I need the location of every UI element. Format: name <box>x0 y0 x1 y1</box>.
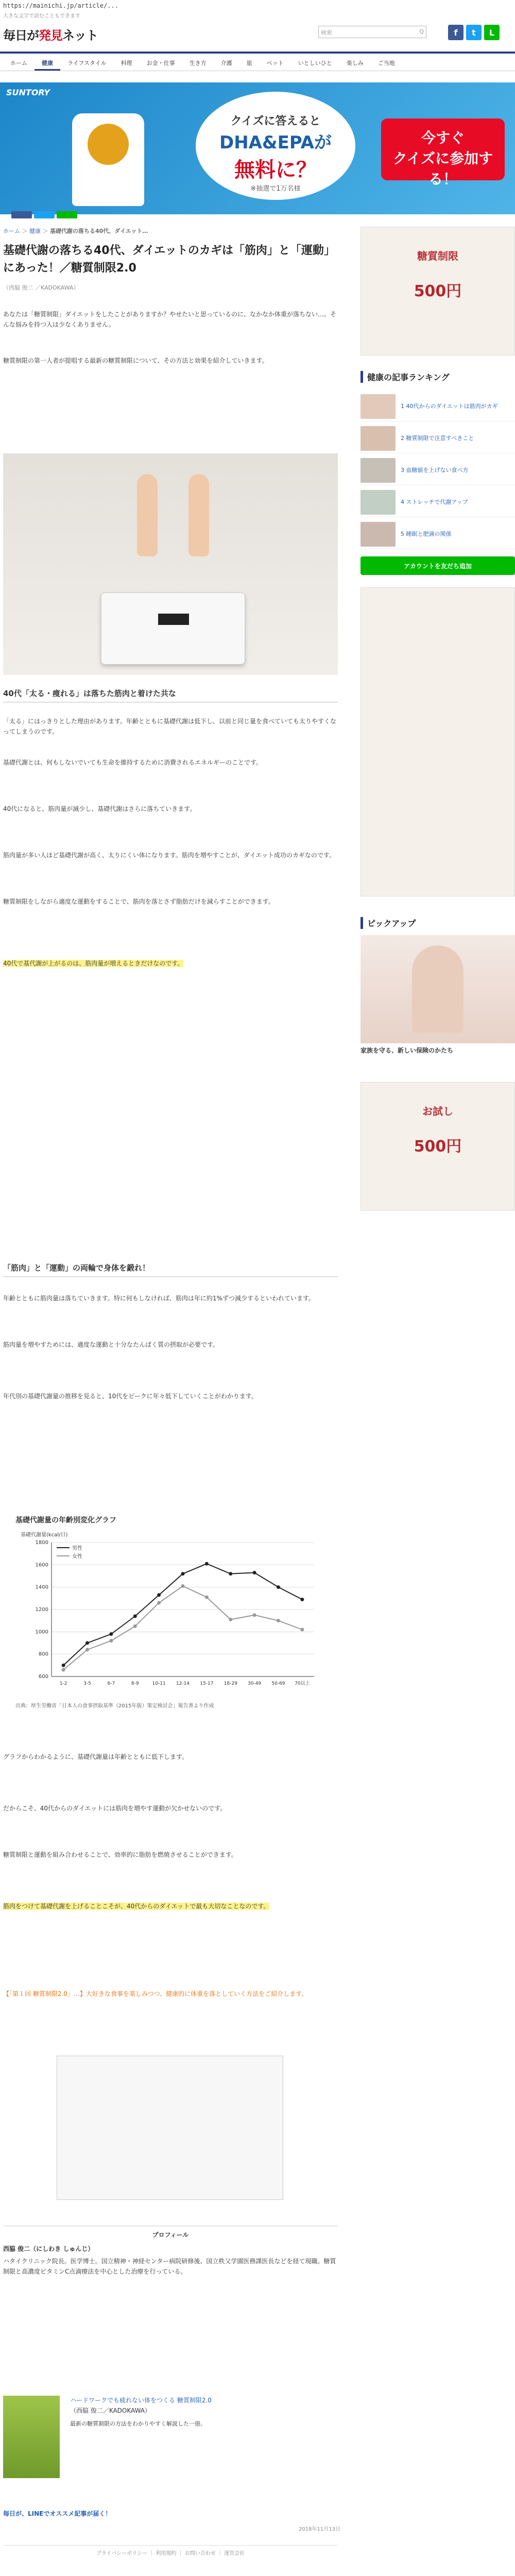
top-notice: 大きな文字で読むこともできます <box>3 13 80 19</box>
chart-title: 基礎代謝量の年齢別変化グラフ <box>15 1516 116 1524</box>
nav-health[interactable]: 健康 <box>35 54 60 71</box>
twitter-icon[interactable]: t <box>466 25 482 40</box>
body-paragraph-1: 「太る」にはっきりとした理由があります。年齢とともに基礎代謝は低下し、以前と同じ量を食べていても太りやすくなってしまうのです。 <box>3 718 337 735</box>
pickup-heading: ピックアップ <box>360 917 515 929</box>
data-point <box>109 1632 113 1636</box>
data-point <box>277 1585 280 1589</box>
ranking-heading: 健康の記事ランキング <box>360 371 515 383</box>
data-point <box>181 1584 185 1588</box>
data-point <box>157 1601 161 1605</box>
pickup-title[interactable]: 家族を守る、新しい保険のかたち <box>360 1047 454 1054</box>
x-tick-label: 12-14 <box>176 1681 190 1686</box>
data-point <box>133 1624 137 1628</box>
legend-label: 男性 <box>72 1546 82 1551</box>
section-heading-1: 40代「太る・痩れる」は落ちた筋肉と着けた共な <box>3 688 338 703</box>
highlight-text-1 <box>3 958 338 969</box>
body3-paragraph-2: だからこそ、40代からのダイエットには筋肉を増やす運動が欠かせないのです。 <box>3 1805 227 1812</box>
profile-heading: プロフィール <box>152 2231 189 2239</box>
book-box <box>3 2396 338 2488</box>
y-tick-label: 1400 <box>35 1584 48 1590</box>
line-add-friend-button[interactable]: アカウントを友だち追加 <box>360 556 515 575</box>
breadcrumb-current: 基礎代謝の落ちる40代、ダイエット… <box>50 228 148 234</box>
data-point <box>157 1593 161 1597</box>
ranking-thumb <box>360 426 396 451</box>
data-point <box>229 1618 232 1621</box>
y-axis-label: 基礎代謝量(kcal/日) <box>21 1532 68 1538</box>
ranking-text: 2 糖質制限で注意すべきこと <box>401 434 474 442</box>
nav-care[interactable]: 介護 <box>220 60 232 66</box>
body2-paragraph-2: 筋肉量を増やすためには、適度な運動と十分なたんぱく質の摂取が必要です。 <box>3 1341 219 1348</box>
section-heading-2: 「筋肉」と「運動」の両輪で身体を鍛れ！ <box>3 1262 338 1277</box>
x-tick-label: 8-9 <box>131 1681 139 1686</box>
logo-part-1: 毎日が <box>3 27 39 43</box>
ad-line-2: DHA&EPAが <box>219 132 332 153</box>
book-desc: 最新の糖質制限の方法をわかりやすく解説した一冊。 <box>70 2420 206 2427</box>
book-author: （西脇 俊二／KADOKAWA） <box>70 2407 151 2414</box>
data-point <box>300 1628 304 1632</box>
x-tick-label: 70以上 <box>295 1681 310 1686</box>
data-point <box>253 1571 256 1574</box>
y-tick-label: 800 <box>38 1651 48 1657</box>
nav-travel[interactable]: 旅 <box>246 60 252 66</box>
x-tick-label: 3-5 <box>83 1681 91 1686</box>
share-twitter-button[interactable] <box>34 211 55 218</box>
ranking-thumb <box>360 394 396 419</box>
data-point <box>85 1648 89 1652</box>
data-point <box>109 1639 113 1642</box>
share-line-button[interactable] <box>57 211 77 218</box>
ranking-item[interactable] <box>360 392 515 421</box>
y-tick-label: 1000 <box>35 1629 48 1635</box>
site-header <box>0 20 515 48</box>
scale-display <box>158 614 189 625</box>
body3-paragraph-3: 糖質制限と運動を組み合わせることで、効率的に脂肪を燃焼させることができます。 <box>3 1851 237 1858</box>
nav-fun[interactable]: 楽しみ <box>346 60 364 66</box>
profile-name: 西脇 俊二（にしわき しゅんじ） <box>3 2245 94 2252</box>
article-author: （西脇 俊二 ／KADOKAWA） <box>3 284 79 291</box>
profile-box <box>3 2226 338 2277</box>
ranking-item[interactable] <box>360 519 515 549</box>
data-point <box>205 1562 209 1566</box>
series-line <box>63 1564 302 1665</box>
x-tick-label: 1-2 <box>59 1681 67 1686</box>
x-tick-label: 15-17 <box>200 1681 214 1686</box>
logo-part-2: 発見 <box>39 27 62 43</box>
x-tick-label: 10-11 <box>152 1681 166 1686</box>
data-point <box>133 1615 137 1618</box>
series-line <box>63 1586 302 1670</box>
facebook-icon[interactable]: f <box>448 25 464 40</box>
side-ad-2-line1: お試し <box>422 1105 453 1117</box>
side-ad-2-line2: 500円 <box>414 1138 462 1156</box>
logo-part-3: ネット <box>62 27 98 43</box>
nav-pet[interactable]: ペット <box>266 60 284 66</box>
body3-paragraph-1: グラフからわかるように、基礎代謝量は年齢とともに低下します。 <box>3 1753 188 1760</box>
side-ad-1-line2: 500円 <box>414 282 462 300</box>
chart-svg <box>15 1527 324 1697</box>
breadcrumb: ホーム ＞ 健康 ＞ 基礎代謝の落ちる40代、ダイエット… <box>3 228 148 234</box>
url-bar: https://mainichi.jp/article/... <box>3 2 118 9</box>
side-ad-1-line1: 糖質制限 <box>417 250 458 262</box>
ranking-text: 5 睡眠と肥満の関係 <box>401 530 452 537</box>
highlight-span-1: 40代で基代謝が上がるのは、筋肉量が増えるときだけなのです。 <box>3 960 184 967</box>
ranking-thumb <box>360 490 396 515</box>
breadcrumb-category[interactable]: 健康 <box>29 228 41 234</box>
side-ad-1[interactable] <box>360 227 515 355</box>
pickup-image[interactable] <box>360 935 515 1043</box>
bathroom-scale <box>101 592 245 665</box>
intro-paragraph-1: あなたは「糖質制限」ダイエットをしたことがありますか？やせたいと思っているのに、なかなか体重が落ちない…。そんな悩みを持つ人は少なくありません。 <box>3 311 337 328</box>
chart-source: 出典：厚生労働省「日本人の食事摂取基準（2015年版）策定検討会」報告書より作成 <box>15 1703 214 1709</box>
ad-brand: SUNTORY <box>6 88 50 97</box>
intro-paragraph-2: 糖質制限の第一人者が提唱する最新の糖質制限について、その方法と効果を紹介していきます。 <box>3 357 268 364</box>
nav-lifestyle[interactable]: ライフスタイル <box>67 60 107 66</box>
y-tick-label: 1600 <box>35 1562 48 1568</box>
article-date: 2018年11月13日 <box>299 2527 340 2532</box>
body-paragraph-2: 基礎代謝とは、何もしないでいても生命を維持するために消費されるエネルギーのことです。 <box>3 759 263 766</box>
y-tick-label: 1800 <box>35 1540 48 1546</box>
nav-money[interactable]: お金・仕事 <box>146 60 175 66</box>
nav-people[interactable]: いとしいひと <box>298 60 332 66</box>
ranking-text: 1 40代からのダイエットは筋肉がカギ <box>401 402 498 410</box>
pickup-person <box>412 945 464 1033</box>
data-point <box>205 1596 209 1599</box>
data-point <box>62 1668 65 1672</box>
data-point <box>85 1641 89 1645</box>
nav-cooking[interactable]: 料理 <box>121 60 132 66</box>
data-point <box>253 1613 256 1617</box>
ranking-thumb <box>360 522 396 547</box>
ad-line-1: クイズに答えると <box>230 115 321 128</box>
highlight-span-2: 筋肉をつけて基礎代謝を上げることこそが、40代からのダイエットで最も大切なことなのです。 <box>3 1903 270 1910</box>
side-ad-tall[interactable] <box>360 587 515 896</box>
y-tick-label: 1200 <box>35 1607 48 1613</box>
article-footer-links[interactable]: プライバシーポリシー ｜ 利用規約 ｜ お問い合わせ ｜ 運営会社 <box>3 2545 338 2556</box>
bmr-chart <box>15 1515 324 1721</box>
ranking-item[interactable] <box>360 487 515 517</box>
article-title: 基礎代謝の落ちる40代、ダイエットのカギは「筋肉」と「運動」にあった！／糖質制限2.0 <box>3 244 335 275</box>
body2-paragraph-1: 年齢とともに筋肉量は落ちていきます。特に何もしなければ、筋肉は年に約1%ずつ減少するといわれています。 <box>3 1295 315 1302</box>
ranking-thumb <box>360 458 396 483</box>
nav-local[interactable]: ご当地 <box>377 60 395 66</box>
body2-paragraph-3: 年代別の基礎代謝量の推移を見ると、10代をピークに年々低下していくことがわかります。 <box>3 1393 258 1400</box>
y-tick-label: 600 <box>38 1674 48 1680</box>
ad-cta-button[interactable]: 今すぐ クイズに参加する！ <box>381 118 505 180</box>
data-point <box>181 1572 185 1575</box>
foot-right <box>188 474 209 556</box>
breadcrumb-home[interactable]: ホーム <box>3 228 20 234</box>
ranking-item[interactable] <box>360 423 515 453</box>
ad-message <box>196 92 355 200</box>
data-point <box>277 1619 280 1622</box>
x-tick-label: 50-69 <box>271 1681 285 1686</box>
body-paragraph-3: 40代になると、筋肉量が減少し、基礎代謝はさらに落ちていきます。 <box>3 805 196 812</box>
ad-product-image <box>72 113 144 206</box>
data-point <box>229 1572 232 1575</box>
nav-life[interactable]: 生き方 <box>189 60 207 66</box>
inline-ad[interactable] <box>57 2056 283 2200</box>
body-paragraph-4: 筋肉量が多い人ほど基礎代謝が高く、太りにくい体になります。筋肉を増やすことが、ダイエット成功のカギなのです。 <box>3 852 335 859</box>
ranking-text: 4 ストレッチで代謝アップ <box>401 498 468 505</box>
profile-text: ハタイクリニック院長。医学博士。国立精神・神経センター病院研修後、国立秩父学園医務課医長などを経て現職。糖質制限と高濃度ビタミンC点滴療法を中心とした治療を行っている。 <box>3 2258 336 2275</box>
body-paragraph-5: 糖質制限をしながら適度な運動をすることで、筋肉を落とさず脂肪だけを減らすことができます。 <box>3 898 274 905</box>
x-tick-label: 30-49 <box>248 1681 262 1686</box>
site-logo[interactable] <box>3 25 98 43</box>
search-input[interactable] <box>318 26 426 38</box>
data-point <box>300 1598 304 1601</box>
search-placeholder: 検索 <box>321 29 332 36</box>
highlight-text-2 <box>3 1901 338 1911</box>
line-cta-link[interactable]: 毎日が、LINEでオススメ記事が届く！ <box>3 2510 112 2517</box>
book-cover[interactable] <box>3 2396 60 2478</box>
x-tick-label: 18-29 <box>224 1681 237 1686</box>
share-buttons <box>11 211 77 218</box>
x-tick-label: 6-7 <box>107 1681 115 1686</box>
foot-left <box>137 474 158 556</box>
data-point <box>62 1664 65 1667</box>
ranking-text: 3 血糖値を上げない食べ方 <box>401 466 469 473</box>
side-ad-2[interactable] <box>360 1082 515 1211</box>
line-icon[interactable]: L <box>484 25 500 40</box>
article-main-image <box>3 453 338 675</box>
nav-home[interactable]: ホーム <box>10 60 27 66</box>
share-facebook-button[interactable] <box>11 211 32 218</box>
book-title[interactable]: ハードワークでも疲れない体をつくる 糖質制限2.0 <box>70 2397 212 2404</box>
ad-line-4: ※抽選で1万名様 <box>250 185 301 193</box>
ranking-item[interactable] <box>360 455 515 485</box>
search-icon[interactable]: Q <box>419 28 424 35</box>
orange-link[interactable]: 【「第１回 糖質制限2.0」…】大好きな食事を楽しみつつ、健康的に体重を落としていく方法をご紹介します。 <box>3 1990 308 1997</box>
global-nav <box>0 52 515 71</box>
legend-label: 女性 <box>72 1554 82 1560</box>
ad-line-3: 無料に？ <box>234 158 317 182</box>
top-ad-banner[interactable] <box>0 82 515 214</box>
